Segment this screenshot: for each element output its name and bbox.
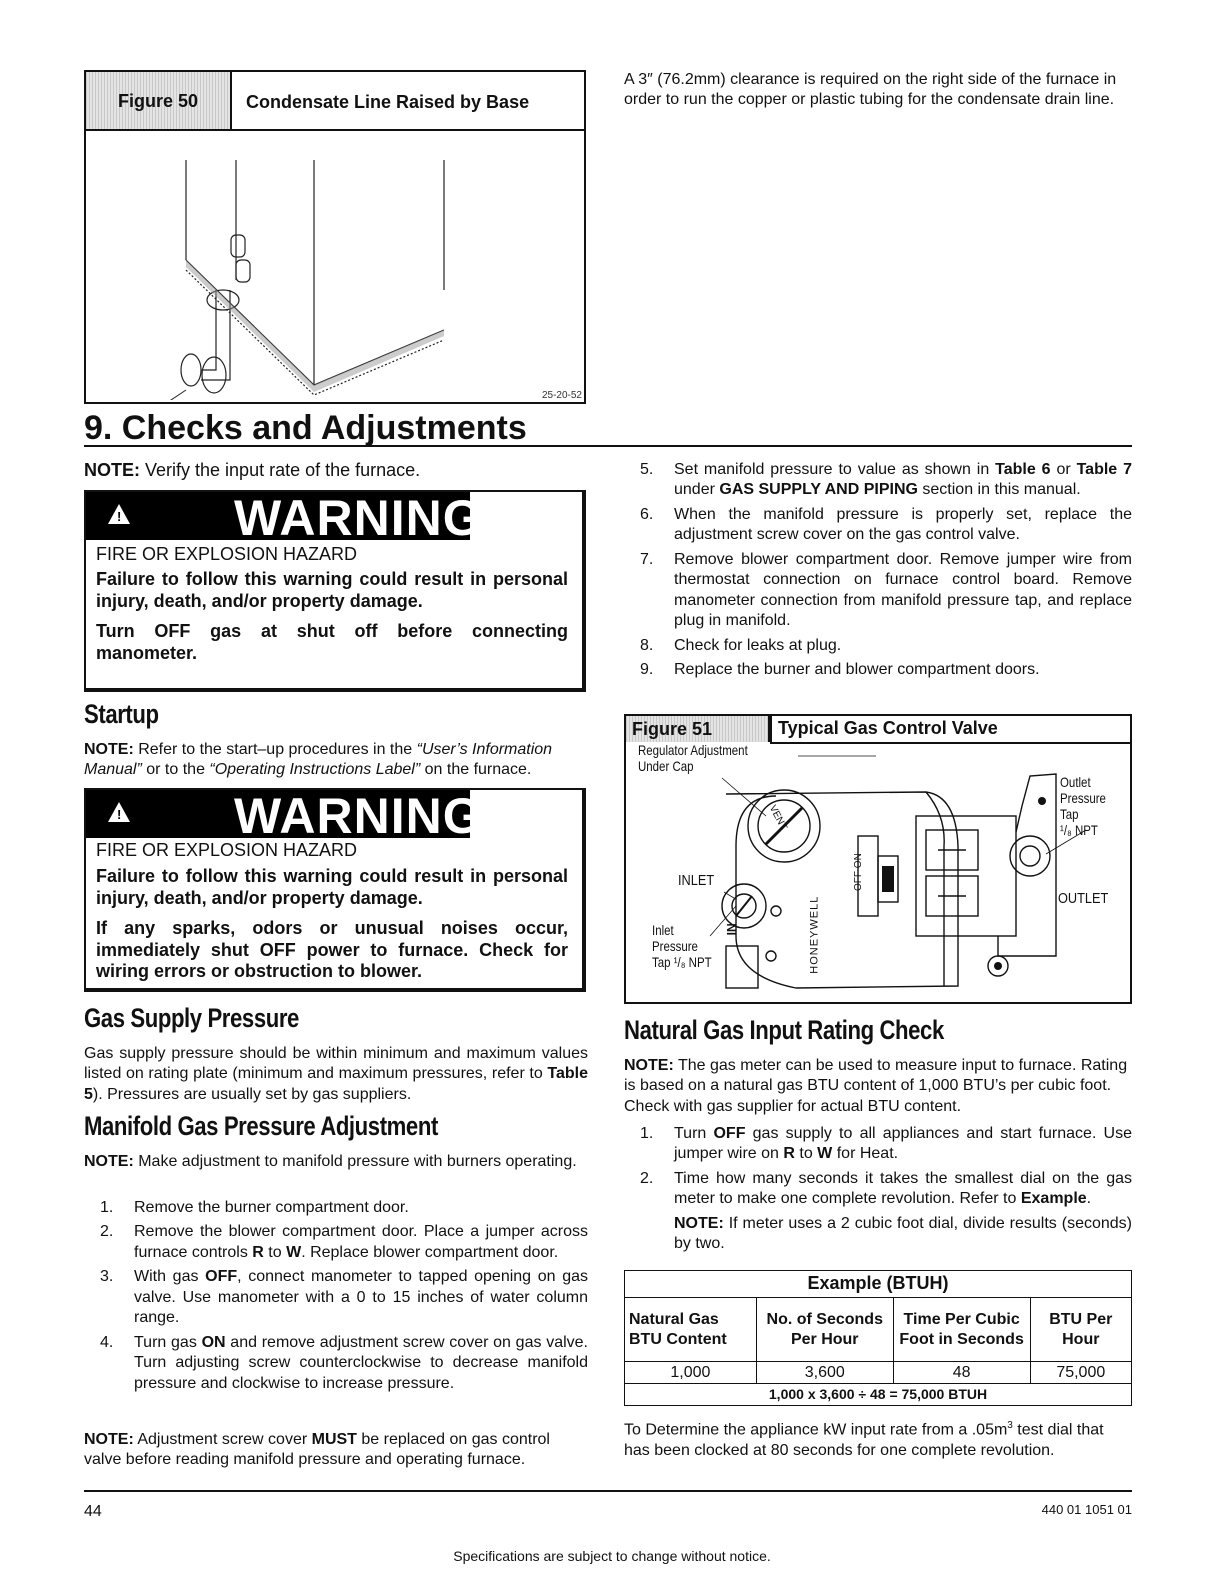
condensate-line-illustration [86, 130, 584, 400]
page-number: 44 [84, 1503, 102, 1520]
label-in: IN [724, 923, 739, 936]
label-regulator: Regulator Adjustment [638, 742, 748, 758]
label-outlet: OUTLET [1058, 890, 1109, 907]
warning-triangle-icon: ! [108, 504, 130, 524]
doc-number: 440 01 1051 01 [1041, 1502, 1132, 1517]
table-cell: 48 [893, 1362, 1030, 1384]
startup-note: NOTE: Refer to the start–up procedures in the “User’s Information Manual” or to the “Operating Instructions Label” on the furnace. [84, 741, 553, 779]
table-header: Natural Gas BTU Content [625, 1298, 757, 1362]
list-item: 3. With gas OFF, connect manometer to tapped opening on gas valve. Use manometer with a 0 to 15 inches of water column range. [100, 1268, 588, 1327]
manifold-note-2: NOTE: Adjustment screw cover MUST be replaced on gas control valve before reading manifold pressure and operating furnace. [84, 1431, 550, 1469]
table-title: Example (BTUH) [625, 1271, 1132, 1298]
gas-valve-illustration [626, 716, 1130, 1002]
label-outlet-tap: Outlet [1060, 774, 1091, 790]
adjustment-steps [624, 460, 1132, 685]
warning-text: Failure to follow this warning could result in personal injury, death, and/or property damage. [96, 866, 568, 908]
list-item: 2. Remove the blower compartment door. Place a jumper across furnace controls R to W. Replace blower compartment door. [100, 1223, 588, 1261]
table-cell: 3,600 [756, 1362, 893, 1384]
clearance-text: A 3″ (76.2mm) clearance is required on the right side of the furnace in order to run the copper or plastic tubing for the condensate drain line. [624, 71, 1117, 109]
example-table [624, 1270, 1132, 1406]
list-item: 9. Replace the burner and blower compartment doors. [640, 661, 1040, 679]
figure-51-tag: Figure 51 [626, 716, 770, 742]
natural-gas-note: NOTE: The gas meter can be used to measure input to furnace. Rating is based on a natural gas BTU content of 1,000 BTU’s per cubic foot. Check with gas supplier for actual BTU content. [624, 1057, 1128, 1115]
warning-banner: ! WARNING [86, 790, 470, 838]
warning-box-2 [84, 788, 586, 992]
figure-50-code: 25-20-52 [541, 389, 582, 401]
section-rule [84, 445, 1132, 447]
list-item: 6. When the manifold pressure is properly set, replace the adjustment screw cover on the gas control valve. [640, 505, 1132, 544]
section-title: 9. Checks and Adjustments [84, 409, 527, 447]
list-item: 8. Check for leaks at plug. [640, 636, 842, 654]
table-cell: 1,000 [625, 1362, 757, 1384]
figure-50-title: Condensate Line Raised by Base [246, 92, 530, 112]
note-verify: NOTE: Verify the input rate of the furnace. [84, 460, 421, 480]
natural-gas-steps [624, 1124, 1132, 1255]
warning-triangle-icon: ! [108, 802, 130, 822]
meter-subnote: NOTE: If meter uses a 2 cubic foot dial, divide results (seconds) by two. [674, 1214, 1132, 1253]
table-formula: 1,000 x 3,600 ÷ 48 = 75,000 BTUH [625, 1384, 1132, 1406]
warning-hazard: FIRE OR EXPLOSION HAZARD [96, 544, 358, 564]
table-header: BTU Per Hour [1030, 1298, 1131, 1362]
manifold-note: NOTE: Make adjustment to manifold pressure with burners operating. [84, 1153, 577, 1170]
label-honeywell: HONEYWELL [808, 895, 821, 974]
footer-rule [84, 1490, 1132, 1492]
label-vent: VENT [766, 803, 789, 833]
figure-50-tag: Figure 50 [86, 72, 232, 130]
list-item: 5. Set manifold pressure to value as shown in Table 6 or Table 7 under GAS SUPPLY AND PIPING section in this manual. [640, 461, 1132, 499]
footer-note: Specifications are subject to change without notice. [453, 1548, 771, 1564]
list-item: 1. Remove the burner compartment door. [100, 1199, 409, 1216]
warning-hazard: FIRE OR EXPLOSION HAZARD [96, 840, 358, 860]
startup-heading: Startup [84, 699, 159, 729]
list-item: 1. Turn OFF gas supply to all appliances and start furnace. Use jumper wire on R to W for Heat. [640, 1125, 1133, 1163]
label-inlet-tap: Inlet [652, 922, 674, 938]
figure-51: Figure 51 Typical Gas Control Valve Regulator Adjustment Under Cap INLET Inlet Pressure Tap ¹/₈ NPT Outlet Pressure Tap ¹/₈ NPT OUTLET VENT IN OFF ON HONEYWELL [624, 714, 1132, 1004]
table-cell: 75,000 [1030, 1362, 1131, 1384]
table-header: Time Per Cubic Foot in Seconds [893, 1298, 1030, 1362]
label-on-off: OFF ON [852, 853, 864, 891]
gas-supply-text: Gas supply pressure should be within minimum and maximum values listed on rating plate (minimum and maximum pressures, refer to Table 5). Pressures are usually set by gas suppliers. [84, 1045, 588, 1103]
warning-banner: ! WARNING [86, 492, 470, 540]
gas-supply-heading: Gas Supply Pressure [84, 1003, 299, 1033]
warning-text: Failure to follow this warning could result in personal injury, death, and/or property damage. [96, 569, 568, 611]
warning-text: Turn OFF gas at shut off before connecting manometer. [96, 621, 568, 663]
label-under-cap: Under Cap [638, 758, 694, 775]
label-inlet: INLET [678, 872, 715, 889]
manifold-heading: Manifold Gas Pressure Adjustment [84, 1111, 438, 1141]
natural-gas-heading: Natural Gas Input Rating Check [624, 1015, 944, 1045]
list-item: 4. Turn gas ON and remove adjustment screw cover on gas valve. Turn adjusting screw counterclockwise to decrease manifold pressure and clockwise to increase pressure. [100, 1333, 588, 1392]
warning-box-1 [84, 490, 586, 692]
figure-51-title: Typical Gas Control Valve [778, 718, 998, 738]
warning-text: If any sparks, odors or unusual noises occur, immediately shut OFF power to furnace. Check for wiring errors or obstruction to blower. [96, 918, 568, 982]
list-item: 7. Remove blower compartment door. Remove jumper wire from thermostat connection on furnace control board. Remove manometer connection from manifold pressure tap, and replace plug in manifold. [640, 550, 1132, 630]
table-header: No. of Seconds Per Hour [756, 1298, 893, 1362]
manifold-steps [84, 1198, 588, 1398]
list-item: 2. Time how many seconds it takes the smallest dial on the gas meter to make one complete revolution. Refer to Example. [640, 1169, 1132, 1208]
figure-50 [84, 70, 586, 404]
closing-text: To Determine the appliance kW input rate from a $.05m^3$ test dial that has been clocked at 80 seconds for one complete revolution. [624, 1420, 1104, 1459]
